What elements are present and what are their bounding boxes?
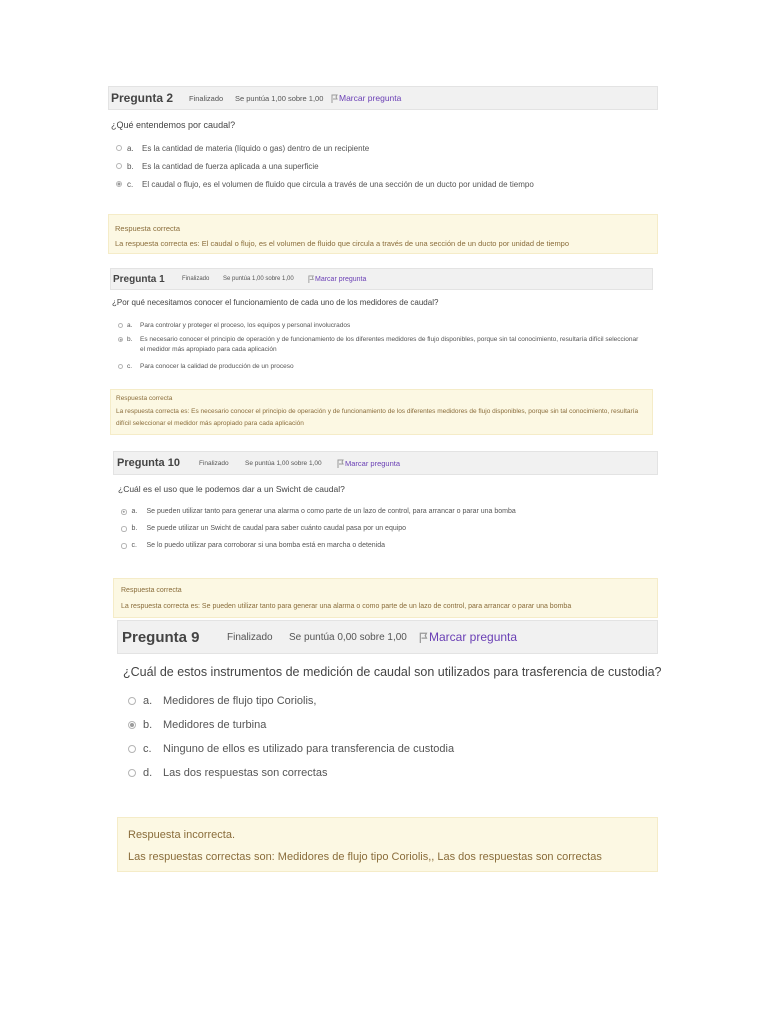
- option-letter: a.: [143, 695, 153, 707]
- question-state: Finalizado: [189, 93, 224, 103]
- radio-button-selected[interactable]: [118, 337, 123, 342]
- question-block-2: [108, 86, 658, 254]
- flag-icon: [419, 632, 429, 643]
- answer-option-a[interactable]: [128, 695, 658, 719]
- question-header: [108, 86, 658, 110]
- option-letter: a.: [131, 508, 138, 515]
- question-state: Finalizado: [227, 631, 273, 643]
- question-number: Pregunta 1: [113, 273, 165, 285]
- flag-question-link[interactable]: [419, 630, 517, 644]
- question-text: ¿Cuál de estos instrumentos de medición de caudal son utilizados para trasferencia de custodia?: [123, 665, 662, 679]
- option-text: Es necesario conocer el principio de operación y de funcionamiento de los diferentes medidores de flujo disponibles, porque sin tal conocimiento, resultaría difícil seleccionar el medidor más apropiado para cada aplicación: [140, 336, 639, 353]
- option-letter: b.: [127, 162, 134, 171]
- answer-options: [116, 144, 658, 198]
- option-text: Se puede utilizar un Swicht de caudal para saber cuánto caudal pasa por un equipo: [146, 525, 407, 532]
- feedback-title: Respuesta correcta: [116, 395, 173, 402]
- answer-options: [121, 508, 658, 559]
- answer-option-d[interactable]: [128, 767, 658, 791]
- radio-button[interactable]: [128, 769, 136, 777]
- radio-button[interactable]: [116, 163, 122, 169]
- option-letter: c.: [131, 542, 137, 549]
- question-number: Pregunta 9: [122, 628, 200, 646]
- radio-button[interactable]: [118, 364, 123, 369]
- answer-option-b[interactable]: [118, 335, 653, 362]
- answer-option-b[interactable]: [121, 525, 658, 542]
- option-letter: b.: [127, 336, 133, 343]
- question-block-10: [113, 451, 658, 618]
- option-letter: c.: [127, 180, 134, 189]
- flag-icon: [308, 275, 315, 283]
- option-text: Es la cantidad de materia (líquido o gas) dentro de un recipiente: [142, 144, 370, 153]
- feedback-title: Respuesta correcta: [115, 224, 181, 233]
- radio-button[interactable]: [121, 526, 127, 532]
- radio-button-selected[interactable]: [128, 721, 136, 729]
- flag-question-link[interactable]: [331, 93, 401, 103]
- question-grade: Se puntúa 1,00 sobre 1,00: [223, 276, 294, 282]
- radio-button-selected[interactable]: [116, 181, 122, 187]
- answer-option-c[interactable]: [128, 743, 658, 767]
- feedback-box: [113, 578, 658, 618]
- option-letter: c.: [127, 363, 133, 370]
- answer-options: [128, 695, 658, 791]
- feedback-text: La respuesta correcta es: Es necesario conocer el principio de operación y de funcionamiento de los diferentes medidores de flujo disponibles, porque sin tal conocimiento, resultaría difícil seleccionar el medidor más apropiado para cada aplicación: [116, 407, 639, 427]
- option-text: El caudal o flujo, es el volumen de fluido que circula a través de una sección de un ducto por unidad de tiempo: [142, 180, 534, 189]
- question-block-1: [110, 268, 653, 435]
- option-letter: a.: [127, 144, 134, 153]
- feedback-box: [117, 817, 658, 872]
- answer-option-a[interactable]: [121, 508, 658, 525]
- question-text: ¿Por qué necesitamos conocer el funcionamiento de cada uno de los medidores de caudal?: [112, 298, 439, 307]
- feedback-text: La respuesta correcta es: El caudal o flujo, es el volumen de fluido que circula a través de una sección de un ducto por unidad de tiempo: [115, 239, 570, 248]
- question-state: Finalizado: [182, 276, 210, 282]
- feedback-title: Respuesta incorrecta.: [128, 829, 235, 841]
- radio-button[interactable]: [116, 145, 122, 151]
- radio-button[interactable]: [128, 745, 136, 753]
- question-header: [113, 451, 658, 475]
- feedback-text: La respuesta correcta es: Se pueden utilizar tanto para generar una alarma o como parte de un lazo de control, para arrancar o parar una bomba: [121, 603, 572, 610]
- feedback-box: [110, 389, 653, 435]
- answer-option-b[interactable]: [128, 719, 658, 743]
- radio-button[interactable]: [118, 323, 123, 328]
- question-block-9: [117, 620, 662, 872]
- radio-button[interactable]: [121, 543, 127, 549]
- answer-option-b[interactable]: [116, 162, 658, 180]
- question-header: [110, 268, 653, 290]
- option-letter: b.: [143, 719, 153, 731]
- option-letter: d.: [143, 767, 153, 779]
- feedback-box: [108, 214, 658, 254]
- flag-question-label: Marcar pregunta: [345, 458, 401, 468]
- feedback-text: Las respuestas correctas son: Medidores de flujo tipo Coriolis,, Las dos respuestas son correctas: [128, 851, 602, 863]
- flag-question-link[interactable]: [337, 459, 400, 468]
- question-grade: Se puntúa 0,00 sobre 1,00: [289, 631, 407, 643]
- question-number: Pregunta 2: [111, 91, 174, 105]
- option-letter: b.: [131, 525, 138, 532]
- option-text: Para controlar y proteger el proceso, los equipos y personal involucrados: [140, 322, 351, 329]
- answer-option-c[interactable]: [116, 180, 658, 198]
- question-header: [117, 620, 658, 654]
- option-text: Se pueden utilizar tanto para generar una alarma o como parte de un lazo de control, para arrancar o parar una bomba: [146, 508, 516, 515]
- radio-button[interactable]: [128, 697, 136, 705]
- option-text: Medidores de turbina: [163, 719, 267, 731]
- answer-option-c[interactable]: [121, 542, 658, 559]
- flag-question-label: Marcar pregunta: [339, 93, 402, 103]
- flag-question-label: Marcar pregunta: [429, 630, 518, 644]
- option-text: Las dos respuestas son correctas: [163, 767, 328, 779]
- question-state: Finalizado: [199, 459, 229, 467]
- feedback-title: Respuesta correcta: [121, 587, 182, 594]
- question-grade: Se puntúa 1,00 sobre 1,00: [235, 93, 324, 103]
- flag-question-link[interactable]: [308, 275, 366, 283]
- option-text: Para conocer la calidad de producción de un proceso: [140, 363, 294, 370]
- flag-question-label: Marcar pregunta: [315, 275, 367, 283]
- option-letter: c.: [143, 743, 152, 755]
- flag-icon: [331, 94, 339, 103]
- question-text: ¿Cuál es el uso que le podemos dar a un Swicht de caudal?: [118, 484, 345, 494]
- question-number: Pregunta 10: [117, 457, 180, 469]
- radio-button-selected[interactable]: [121, 509, 127, 515]
- question-text: ¿Qué entendemos por caudal?: [111, 120, 236, 130]
- option-text: Ninguno de ellos es utilizado para transferencia de custodia: [163, 743, 455, 755]
- option-letter: a.: [127, 322, 133, 329]
- option-text: Es la cantidad de fuerza aplicada a una superficie: [142, 162, 319, 171]
- flag-icon: [337, 459, 345, 468]
- option-text: Se lo puedo utilizar para corroborar si una bomba está en marcha o detenida: [146, 542, 386, 549]
- answer-option-a[interactable]: [116, 144, 658, 162]
- answer-option-c[interactable]: [118, 362, 653, 376]
- question-grade: Se puntúa 1,00 sobre 1,00: [245, 459, 322, 467]
- option-text: Medidores de flujo tipo Coriolis,: [163, 695, 317, 707]
- answer-options: [118, 321, 653, 376]
- answer-option-a[interactable]: [118, 321, 653, 335]
